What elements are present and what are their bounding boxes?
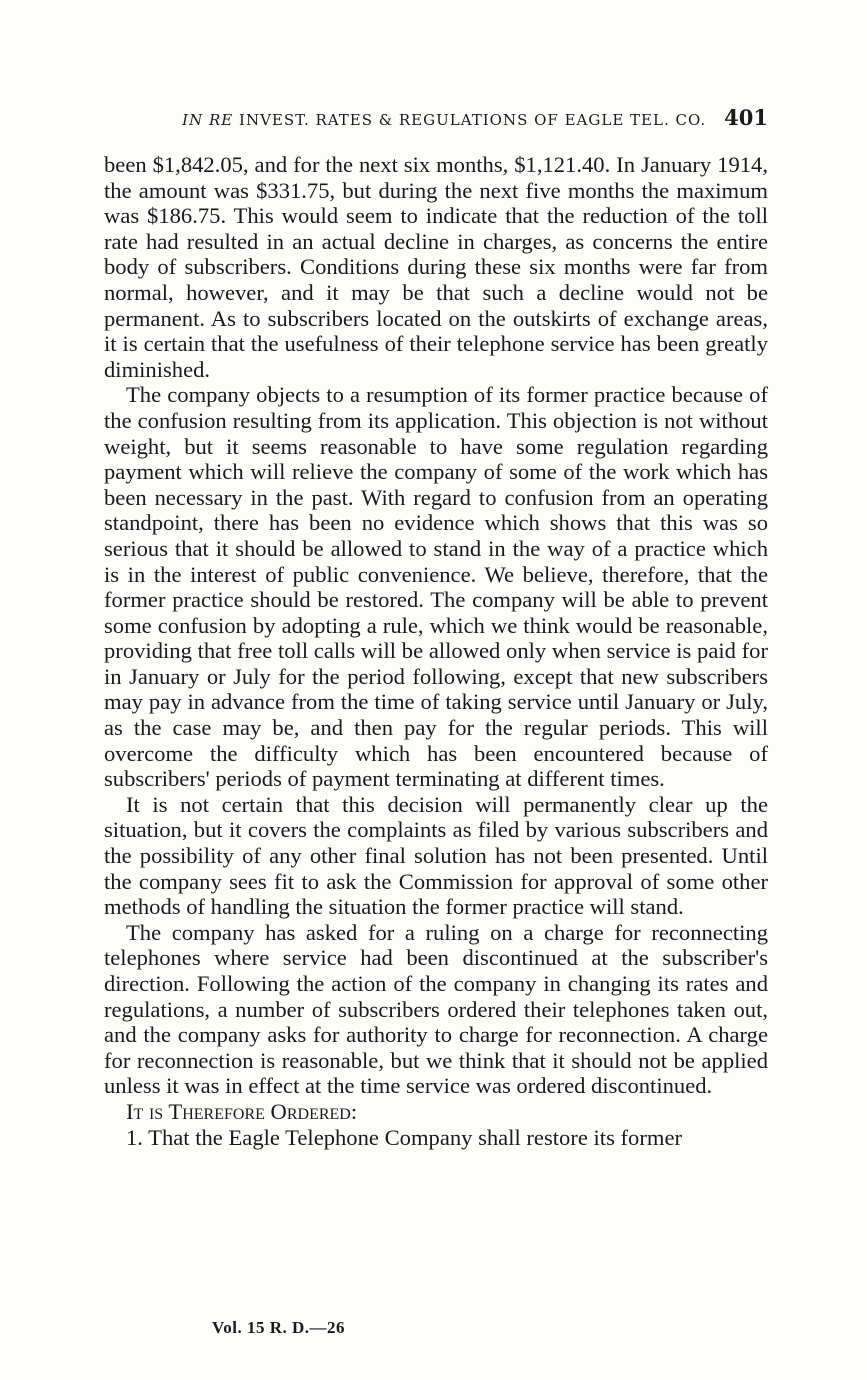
paragraph-3: It is not certain that this decision will permanently clear up the situation, but it covers the complaints as filed by various subscribers and the possibility of any other final solution has not been presented. Until the company sees fit to ask the Commission for approval of some other methods of handling the situation the former practice will stand. [104, 791, 768, 920]
page-body [104, 105, 768, 1150]
running-head-italic: IN RE [182, 111, 234, 129]
page-number: 401 [724, 105, 768, 130]
volume-signature: Vol. 15 R. D.—26 [212, 1318, 345, 1337]
order-item-1: 1. That the Eagle Telephone Company shall restore its former [126, 1124, 682, 1150]
running-head-text: INVEST. RATES & REGULATIONS OF EAGLE TEL. CO. [239, 111, 707, 129]
paragraph-4: The company has asked for a ruling on a charge for reconnecting telephones where service had been discontinued at the subscriber's direction. Following the action of the company in changing its rates and regulations, a number of subscribers ordered their telephones taken out, and the company asks for authority to charge for reconnection. A charge for reconnection is reasonable, but we think that it should not be applied unless it was in effect at the time service was ordered discontinued. [104, 919, 768, 1099]
ordered-heading: It is Therefore Ordered: [126, 1098, 358, 1124]
running-head-title [182, 111, 706, 129]
paragraph-1: been $1,842.05, and for the next six months, $1,121.40. In January 1914, the amount was $331.75, but during the next five months the maximum was $186.75. This would seem to indicate that the reduction of the toll rate had resulted in an actual decline in charges, as concerns the entire body of subscribers. Conditions during these six months were far from normal, however, and it may be that such a decline would not be permanent. As to subscribers located on the outskirts of exchange areas, it is certain that the usefulness of their telephone service has been greatly diminished. [104, 152, 768, 382]
running-head [104, 105, 768, 130]
body-text [104, 152, 768, 1150]
paragraph-2: The company objects to a resumption of its former practice because of the confusion resulting from its application. This objection is not without weight, but it seems reasonable to have some regulation regarding payment which will relieve the company of some of the work which has been necessary in the past. With regard to confusion from an operating standpoint, there has been no evidence which shows that this was so serious that it should be allowed to stand in the way of a practice which is in the interest of public convenience. We believe, therefore, that the former practice should be restored. The company will be able to prevent some confusion by adopting a rule, which we think would be reasonable, providing that free toll calls will be allowed only when service is paid for in January or July for the period following, except that new subscribers may pay in advance from the time of taking service until January or July, as the case may be, and then pay for the regular periods. This will overcome the difficulty which has been encountered because of subscribers' periods of payment terminating at different times. [104, 382, 768, 792]
